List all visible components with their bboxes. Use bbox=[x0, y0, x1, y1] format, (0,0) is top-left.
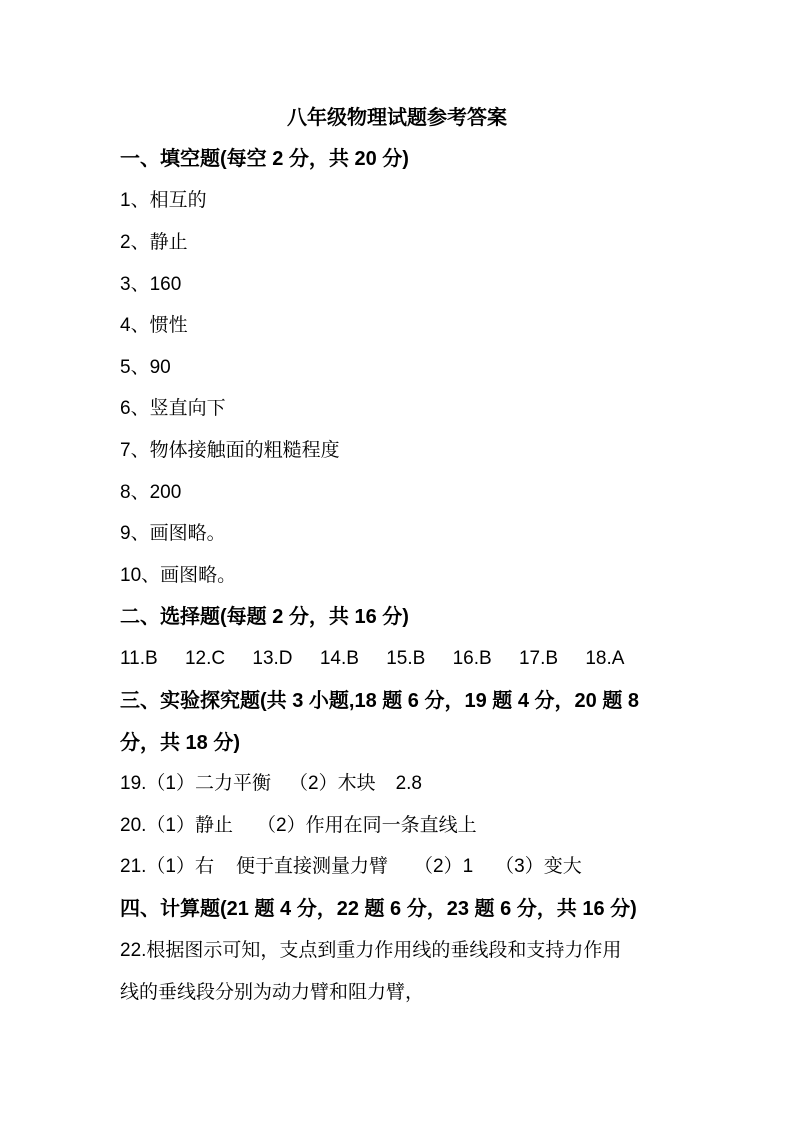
experiment-answer-19 bbox=[120, 771, 422, 797]
q20-number: 20. bbox=[120, 815, 147, 836]
choice-answer-18: 18.A bbox=[585, 648, 625, 669]
choice-answer-17: 17.B bbox=[518, 648, 559, 669]
q19-part3: 2.8 bbox=[395, 773, 422, 794]
q21-number: 21. bbox=[120, 856, 147, 877]
experiment-answer-21 bbox=[120, 854, 582, 880]
fill-answer-2: 2、静止 bbox=[120, 232, 188, 253]
page-title: 八年级物理试题参考答案 bbox=[287, 107, 507, 129]
q21-part3: （2）1 bbox=[414, 856, 474, 877]
q20-part2: （2）作用在同一条直线上 bbox=[257, 815, 477, 836]
fill-answer-7: 7、物体接触面的粗糙程度 bbox=[120, 440, 340, 461]
section2-heading: 二、选择题(每题 2 分，共 16 分) bbox=[120, 606, 409, 628]
fill-answer-8: 8、200 bbox=[120, 482, 182, 503]
q21-part2: 便于直接测量力臂 bbox=[236, 856, 389, 877]
section1-heading: 一、填空题(每空 2 分，共 20 分) bbox=[120, 148, 409, 170]
q20-part1: （1）静止 bbox=[146, 815, 233, 836]
fill-answer-5: 5、90 bbox=[120, 357, 171, 378]
q21-part1: （1）右 bbox=[146, 856, 214, 877]
choice-answer-11: 11.B bbox=[120, 648, 158, 669]
fill-answer-9: 9、画图略。 bbox=[120, 523, 226, 544]
section3-heading-line1: 三、实验探究题(共 3 小题,18 题 6 分，19 题 4 分，20 题 8 bbox=[120, 690, 640, 712]
choice-answer-13: 13.D bbox=[252, 648, 293, 669]
fill-answer-4: 4、惯性 bbox=[120, 315, 188, 336]
calc-answer-22-line1: 22.根据图示可知，支点到重力作用线的垂线段和支持力作用 bbox=[120, 940, 622, 961]
calc-answer-22-line2: 线的垂线段分别为动力臂和阻力臂， bbox=[120, 982, 425, 1003]
fill-answer-10: 10、画图略。 bbox=[120, 565, 237, 586]
fill-answer-3: 3、160 bbox=[120, 274, 182, 295]
q19-part1: （1）二力平衡 bbox=[146, 773, 271, 794]
choice-answers-row bbox=[120, 646, 646, 672]
choice-answer-15: 15.B bbox=[386, 648, 426, 669]
choice-answer-12: 12.C bbox=[184, 648, 226, 669]
choice-answer-16: 16.B bbox=[452, 648, 492, 669]
experiment-answer-20 bbox=[120, 813, 477, 839]
fill-answer-6: 6、竖直向下 bbox=[120, 398, 226, 419]
section3-heading-line2: 分，共 18 分) bbox=[120, 732, 241, 754]
section4-heading: 四、计算题(21 题 4 分，22 题 6 分，23 题 6 分，共 16 分) bbox=[120, 898, 637, 920]
q19-number: 19. bbox=[120, 773, 147, 794]
q21-part4: （3）变大 bbox=[495, 856, 582, 877]
fill-answer-1: 1、相互的 bbox=[120, 190, 207, 211]
q19-part2: （2）木块 bbox=[289, 773, 376, 794]
choice-answer-14: 14.B bbox=[319, 648, 359, 669]
